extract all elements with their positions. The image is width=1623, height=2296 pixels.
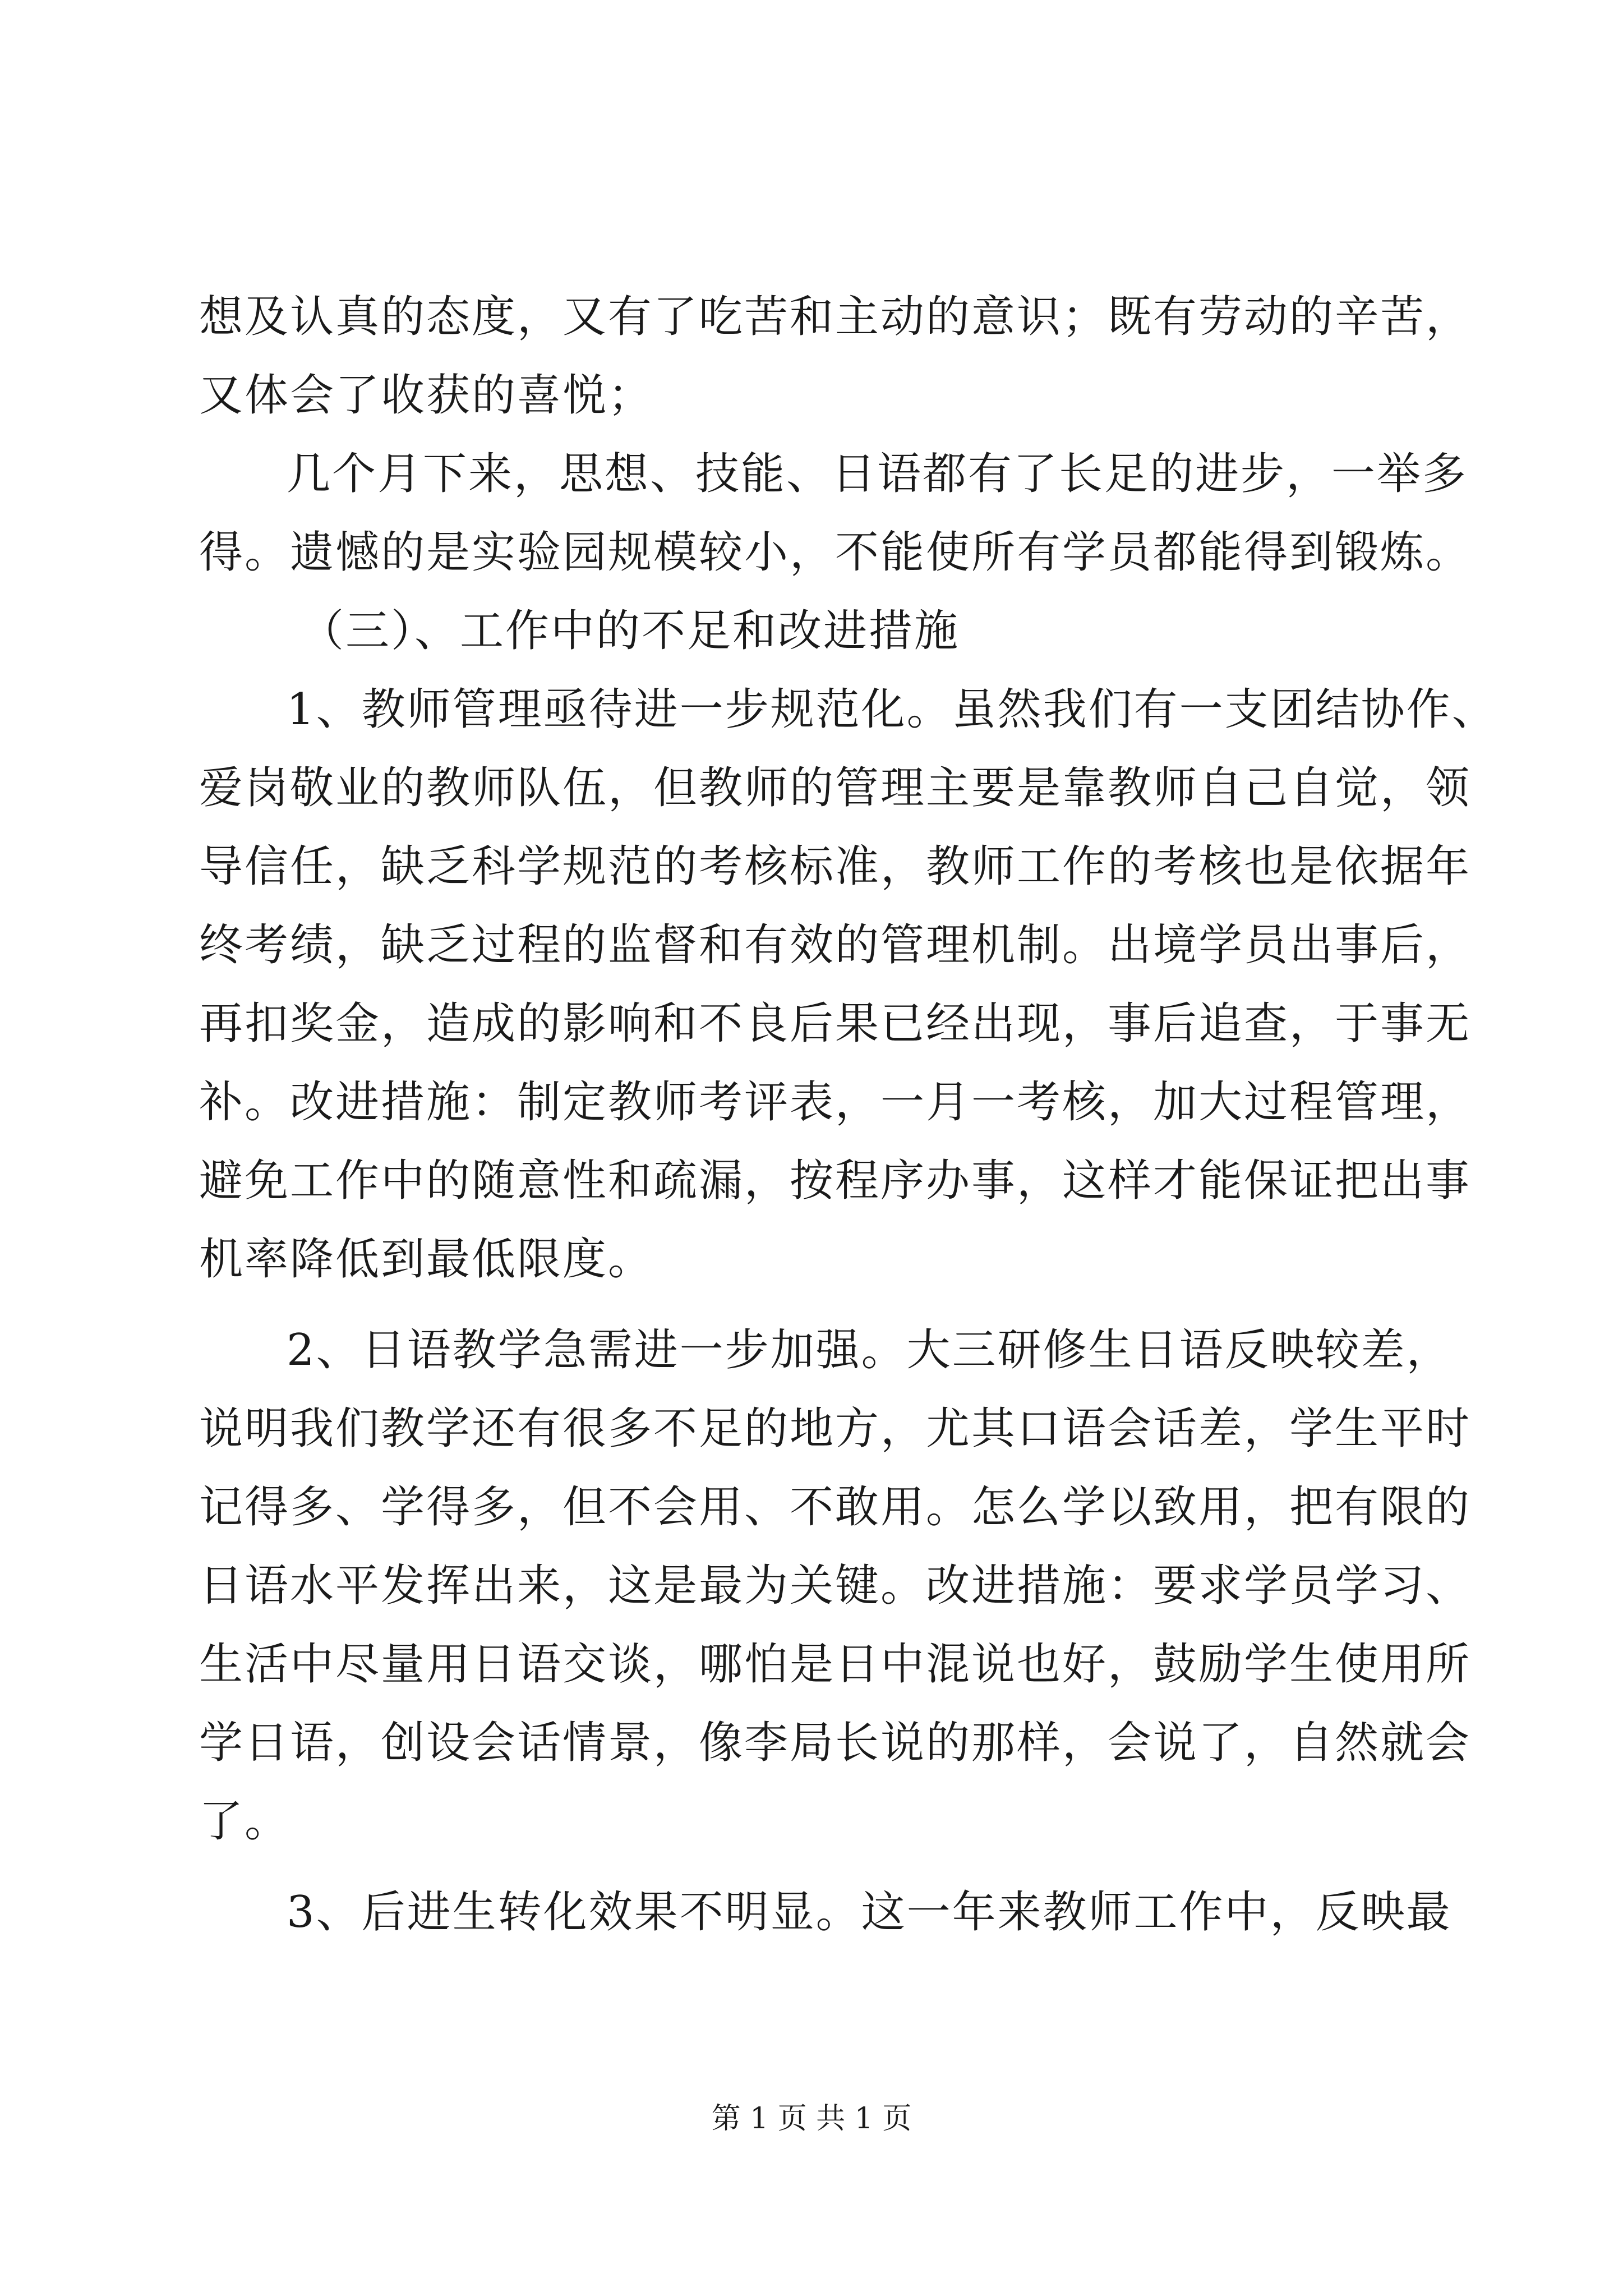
section-heading-text: （三）、工作中的不足和改进措施 [300,606,960,656]
paragraph-progress [199,435,1472,592]
text-line: 再扣奖金，造成的影响和不良后果已经出现，事后追查，于事无 [199,999,1472,1049]
paragraph-continuation [199,278,1472,435]
text-line: 说明我们教学还有很多不足的地方，尤其口语会话差，学生平时 [199,1404,1472,1454]
text-line: 几个月下来，思想、技能、日语都有了长足的进步，一举多 [287,449,1468,499]
text-line: 学日语，创设会话情景，像李局长说的那样，会说了，自然就会 [199,1718,1472,1768]
section-heading [199,592,1455,670]
text-line: 又体会了收获的喜悦； [199,370,654,421]
text-line: 1、教师管理亟待进一步规范化。虽然我们有一支团结协作、 [287,684,1497,735]
paragraph-item-3 [199,1873,1455,1952]
text-line: 日语水平发挥出来，这是最为关键。改进措施：要求学员学习、 [199,1561,1472,1611]
text-line: 补。改进措施：制定教师考评表，一月一考核，加大过程管理， [199,1077,1472,1128]
text-line: 想及认真的态度，又有了吃苦和主动的意识；既有劳动的辛苦， [199,292,1472,342]
text-line: 机率降低到最低限度。 [199,1234,654,1285]
text-line: 了。 [199,1796,291,1847]
text-line: 3、后进生转化效果不明显。这一年来教师工作中，反映最 [287,1887,1452,1938]
text-line: 终考绩，缺乏过程的监督和有效的管理机制。出境学员出事后， [199,920,1472,970]
paragraph-item-2 [199,1311,1472,1861]
text-line: 爱岗敬业的教师队伍，但教师的管理主要是靠教师自己自觉，领 [199,763,1472,813]
text-line: 生活中尽量用日语交谈，哪怕是日中混说也好，鼓励学生使用所 [199,1639,1472,1690]
text-line: 记得多、学得多，但不会用、不敢用。怎么学以致用，把有限的 [199,1482,1472,1533]
document-body [199,278,1497,1952]
text-line: 导信任，缺乏科学规范的考核标准，教师工作的考核也是依据年 [199,841,1472,892]
text-line: 2、日语教学急需进一步加强。大三研修生日语反映较差， [287,1325,1452,1375]
text-line: 得。遗憾的是实验园规模较小，不能使所有学员都能得到锻炼。 [199,527,1472,578]
page-footer: 第 1 页 共 1 页 [711,2102,912,2136]
paragraph-item-1 [199,670,1497,1299]
text-line: 避免工作中的随意性和疏漏，按程序办事，这样才能保证把出事 [199,1156,1472,1206]
